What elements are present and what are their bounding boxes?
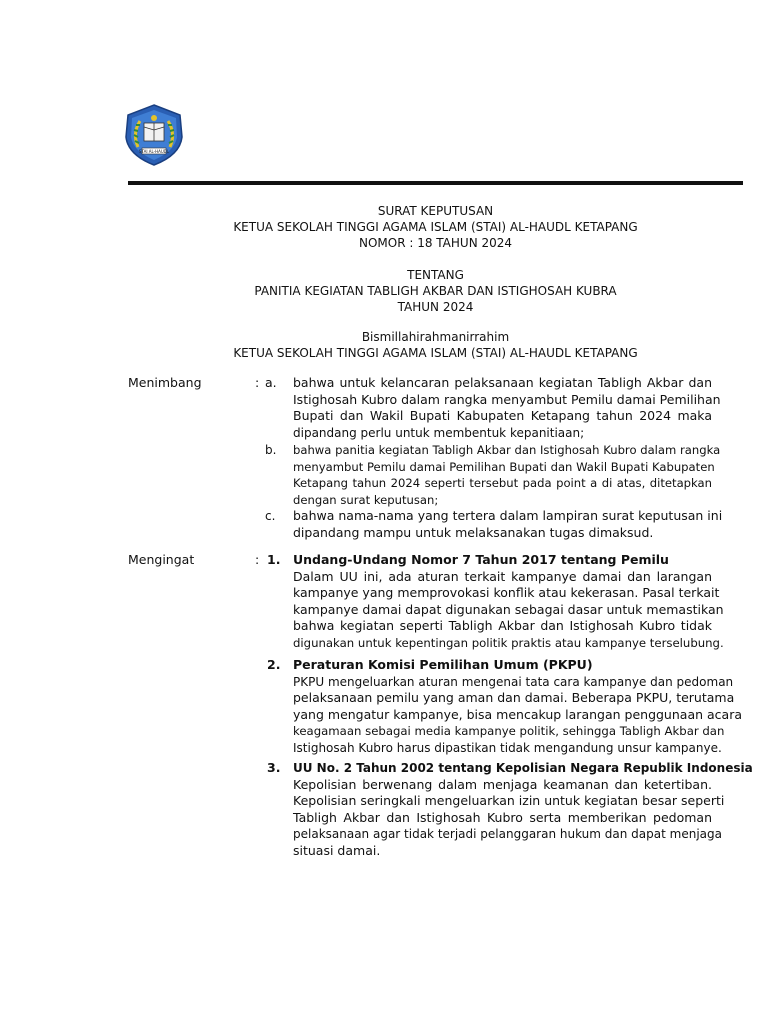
menimbang-c-line: dipandang mampu untuk melaksanakan tugas dimaksud. — [293, 524, 654, 540]
institution-logo — [120, 103, 188, 167]
decree-title — [128, 203, 743, 251]
header-divider — [128, 181, 743, 185]
mengingat-item-2 — [293, 657, 742, 757]
mengingat-2-line: Istighosah Kubro harus dipastikan tidak mengandung unsur kampanye. — [293, 740, 722, 755]
menimbang-mark-a: a. — [265, 375, 277, 390]
about-line-1: TENTANG — [407, 268, 464, 282]
opening-line-2: KETUA SEKOLAH TINGGI AGAMA ISLAM (STAI) AL-HAUDL KETAPANG — [233, 346, 638, 360]
mengingat-num-3: 3. — [267, 760, 281, 775]
menimbang-b-line: bahwa panitia kegiatan Tabligh Akbar dan Istighosah Kubro dalam rangka — [293, 443, 721, 457]
mengingat-2-line: keagamaan sebagai media kampanye politik, sehingga Tabligh Akbar dan — [293, 724, 725, 739]
mengingat-3-line: Tabligh Akbar dan Istighosah Kubro serta memberikan pedoman — [293, 809, 712, 825]
mengingat-1-line: kampanye yang memprovokasi konflik atau kekerasan. Pasal terkait — [293, 585, 720, 601]
menimbang-item-a — [293, 375, 721, 441]
menimbang-item-c — [293, 508, 723, 541]
mengingat-2-line: pelaksanaan pemilu yang aman dan damai. Beberapa PKPU, terutama — [293, 690, 735, 706]
mengingat-1-line: digunakan untuk kepentingan politik praktis atau kampanye terselubung. — [293, 635, 724, 650]
mengingat-1-line: Dalam UU ini, ada aturan terkait kampanye damai dan larangan — [293, 568, 712, 584]
mengingat-3-line: pelaksanaan agar tidak terjadi pelanggaran hukum dan dapat menjaga — [293, 827, 722, 842]
menimbang-b-line: dengan surat keputusan; — [293, 492, 439, 507]
menimbang-b-line: menyambut Pemilu damai Pemilihan Bupati dan Wakil Bupati Kabupaten — [293, 459, 715, 474]
about-line-3: TAHUN 2024 — [397, 300, 474, 314]
mengingat-1-heading: Undang-Undang Nomor 7 Tahun 2017 tentang Pemilu — [293, 552, 669, 567]
mengingat-1-line: bahwa kegiatan seperti Tabligh Akbar dan Istighosah Kubro tidak — [293, 618, 712, 634]
mengingat-item-1 — [293, 552, 724, 652]
mengingat-2-line: yang mengatur kampanye, bisa mencakup larangan penggunaan acara — [293, 706, 742, 722]
menimbang-c-line: bahwa nama-nama yang tertera dalam lampiran surat keputusan ini — [293, 508, 723, 523]
menimbang-label: Menimbang — [128, 375, 202, 390]
title-line-3: NOMOR : 18 TAHUN 2024 — [358, 236, 513, 250]
mengingat-3-heading: UU No. 2 Tahun 2002 tentang Kepolisian Negara Republik Indonesia — [293, 761, 753, 775]
mengingat-num-1: 1. — [267, 552, 281, 567]
mengingat-2-heading: Peraturan Komisi Pemilihan Umum (PKPU) — [293, 657, 593, 672]
decree-subject — [128, 267, 743, 315]
mengingat-2-line: PKPU mengeluarkan aturan mengenai tata cara kampanye dan pedoman — [293, 674, 734, 689]
menimbang-a-line: bahwa untuk kelancaran pelaksanaan kegiatan Tabligh Akbar dan — [293, 375, 712, 390]
mengingat-3-line: Kepolisian berwenang dalam menjaga keamanan dan ketertiban. — [293, 776, 712, 792]
mengingat-3-line: Kepolisian seringkali mengeluarkan izin untuk kegiatan besar seperti — [293, 793, 725, 809]
menimbang-b-line: Ketapang tahun 2024 seperti tersebut pada point a di atas, ditetapkan — [293, 476, 712, 491]
menimbang-a-line: Istighosah Kubro dalam rangka menyambut Pemilu damai Pemilihan — [293, 391, 721, 407]
mengingat-3-line: situasi damai. — [293, 842, 381, 858]
mengingat-1-line: kampanye damai dapat digunakan sebagai dasar untuk memastikan — [293, 601, 724, 617]
mengingat-num-2: 2. — [267, 657, 281, 672]
mengingat-item-3 — [293, 760, 753, 860]
opening-line-1: Bismillahirahmanirrahim — [361, 330, 510, 344]
svg-text:STAI AL-HAUDL: STAI AL-HAUDL — [138, 148, 170, 154]
title-line-1: SURAT KEPUTUSAN — [377, 204, 494, 218]
mengingat-label: Mengingat — [128, 552, 195, 567]
menimbang-item-b — [293, 442, 721, 508]
menimbang-a-line: Bupati dan Wakil Bupati Kabupaten Ketapang tahun 2024 maka — [293, 408, 712, 424]
menimbang-mark-c: c. — [265, 509, 276, 523]
menimbang-colon: : — [255, 375, 260, 390]
logo-emblem-icon — [120, 103, 188, 167]
mengingat-colon: : — [255, 552, 260, 567]
about-line-2: PANITIA KEGIATAN TABLIGH AKBAR DAN ISTIGHOSAH KUBRA — [254, 284, 617, 298]
menimbang-a-line: dipandang perlu untuk membentuk kepanitiaan; — [293, 425, 585, 440]
title-line-2: KETUA SEKOLAH TINGGI AGAMA ISLAM (STAI) AL-HAUDL KETAPANG — [233, 220, 638, 234]
menimbang-mark-b: b. — [265, 443, 277, 457]
decree-opening — [128, 329, 743, 361]
